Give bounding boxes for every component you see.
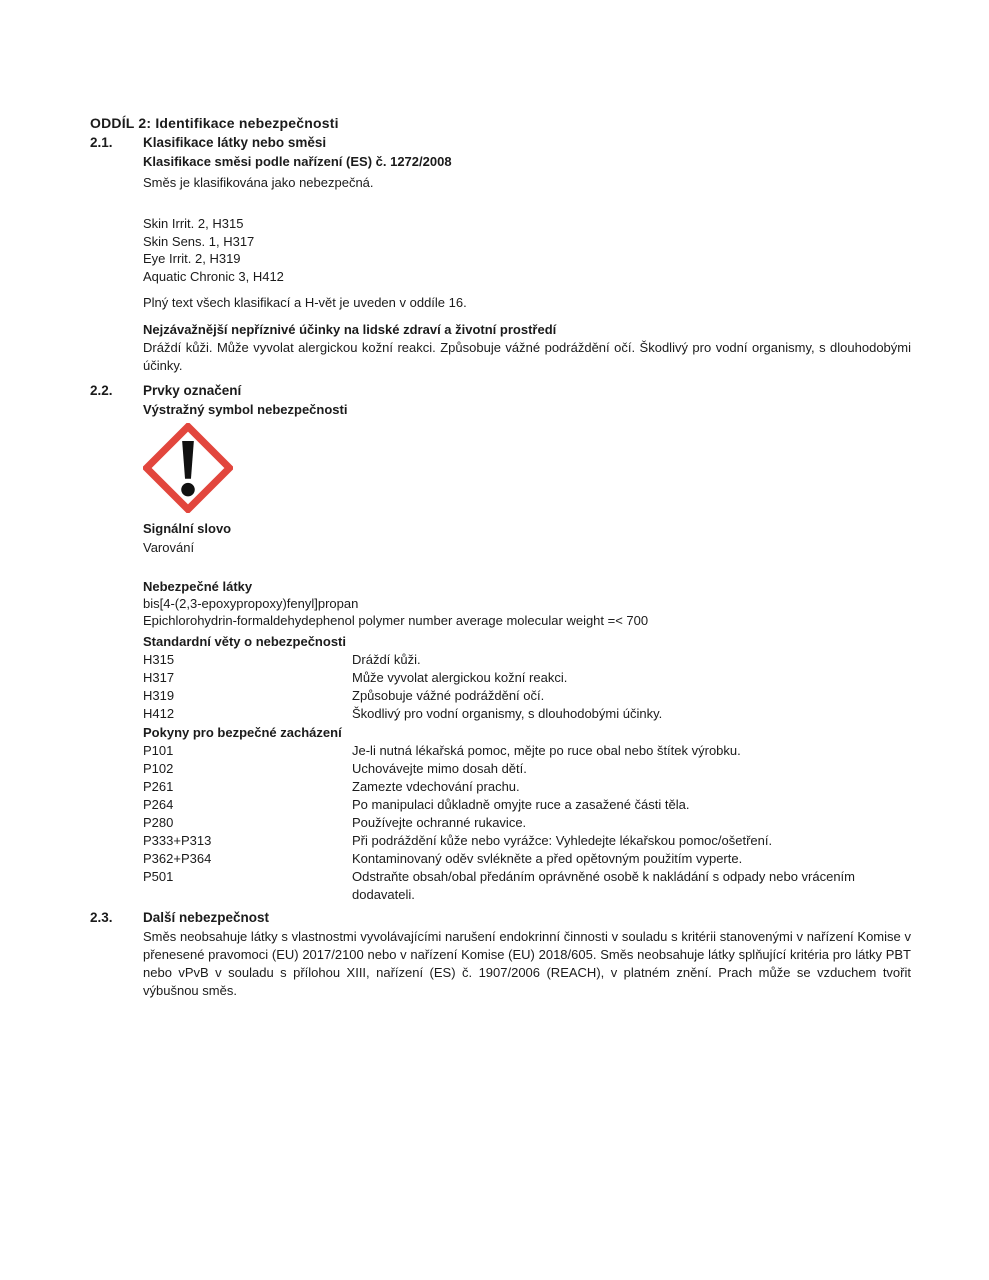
h-text: Škodlivý pro vodní organismy, s dlouhodobými účinky. [352, 706, 663, 721]
other-hazards-text: Směs neobsahuje látky s vlastnostmi vyvolávajícími narušení endokrinní činnosti v souladu s kritérii stanovenými v nařízení Komise v přenesené pravomoci (EU) 2017/2100 nebo v nařízení Komise (EU) 2018/605. Směs neobsahuje látky splňující kritéria pro látky PBT nebo vPvB v souladu s přílohou XIII, nařízení (ES) č. 1907/2006 (REACH), v platném znění. Prach může se vzduchem tvořit výbušnou směs. [143, 929, 911, 998]
classification-list [143, 215, 911, 285]
hazardous-substance: bis[4-(2,3-epoxypropoxy)fenyl]propan [143, 596, 359, 611]
p-statements-table [143, 742, 911, 904]
p-statement-row [143, 760, 911, 778]
p-code: P501 [143, 869, 174, 884]
p-code: P280 [143, 815, 174, 830]
subsection-2-1-title: Klasifikace látky nebo směsi [143, 135, 327, 150]
p-text: Uchovávejte mimo dosah dětí. [352, 761, 527, 776]
p-text: Je-li nutná lékařská pomoc, mějte po ruce obal nebo štítek výrobku. [352, 743, 741, 758]
p-code: P261 [143, 779, 174, 794]
p-code: P333+P313 [143, 833, 212, 848]
p-code: P102 [143, 761, 174, 776]
classification-item: Aquatic Chronic 3, H412 [143, 268, 284, 284]
h-text: Způsobuje vážné podráždění očí. [352, 688, 545, 703]
classified-note: Směs je klasifikována jako nebezpečná. [143, 175, 374, 190]
hazardous-substance: Epichlorohydrin-formaldehydephenol polymer number average molecular weight =< 700 [143, 612, 649, 628]
classification-item: Skin Irrit. 2, H315 [143, 216, 244, 231]
section-2-header: ODDÍL 2: Identifikace nebezpečnosti [90, 115, 339, 131]
h-statement-row [143, 687, 911, 705]
h-text: Může vyvolat alergickou kožní reakci. [352, 670, 568, 685]
p-text: Používejte ochranné rukavice. [352, 815, 527, 830]
p-text: Při podráždění kůže nebo vyrážce: Vyhledejte lékařskou pomoc/ošetření. [352, 833, 773, 848]
subsection-2-1-heading-row [90, 133, 911, 152]
signal-word-heading: Signální slovo [143, 521, 232, 536]
classification-item: Skin Sens. 1, H317 [143, 233, 255, 249]
p-code: P264 [143, 797, 174, 812]
h-statement-row [143, 669, 911, 687]
p-statement-row [143, 850, 911, 868]
h-statement-row [143, 651, 911, 669]
p-statement-row [143, 832, 911, 850]
classification-item: Eye Irrit. 2, H319 [143, 251, 241, 266]
ghs07-exclamation-icon [143, 423, 233, 513]
subsection-2-2-heading-row [90, 381, 911, 400]
signal-word-block [143, 519, 911, 557]
subsection-2-2-number: 2.2. [90, 383, 113, 398]
h-code: H412 [143, 706, 175, 721]
h-code: H317 [143, 670, 175, 685]
h-code: H319 [143, 688, 175, 703]
p-code: P101 [143, 743, 174, 758]
subsection-2-2-title: Prvky označení [143, 383, 242, 398]
classification-regulation-heading: Klasifikace směsi podle nařízení (ES) č. 1272/2008 [143, 154, 452, 169]
p-text: Kontaminovaný oděv svlékněte a před opětovným použitím vyperte. [352, 851, 743, 866]
subsection-2-3-title: Další nebezpečnost [143, 910, 270, 925]
p-text: Odstraňte obsah/obal předáním oprávněné osobě k nakládání s odpady nebo vrácením dodavateli. [352, 869, 856, 902]
h-text: Dráždí kůži. [352, 652, 421, 667]
p-text: Po manipulaci důkladně omyjte ruce a zasažené části těla. [352, 797, 690, 812]
h-code: H315 [143, 652, 175, 667]
h-statement-row [143, 705, 911, 723]
p-statement-row [143, 796, 911, 814]
pictogram-heading: Výstražný symbol nebezpečnosti [143, 402, 348, 417]
h-statements-heading: Standardní věty o nebezpečnosti [143, 634, 346, 649]
p-statement-row [143, 868, 911, 904]
h-statements-table [143, 651, 911, 723]
p-code: P362+P364 [143, 851, 212, 866]
hazardous-substances-list [143, 596, 911, 629]
adverse-effects-text: Dráždí kůži. Může vyvolat alergickou kožní reakci. Způsobuje vážné podráždění očí. Škodlivý pro vodní organismy, s dlouhodobými účinky. [143, 340, 911, 373]
p-statements-heading: Pokyny pro bezpečné zacházení [143, 725, 342, 740]
full-text-note: Plný text všech klasifikací a H-vět je uveden v oddíle 16. [143, 295, 467, 310]
hazardous-substances-heading: Nebezpečné látky [143, 579, 253, 594]
p-text: Zamezte vdechování prachu. [352, 779, 520, 794]
adverse-effects-heading: Nejzávažnější nepříznivé účinky na lidské zdraví a životní prostředí [143, 322, 557, 337]
p-statement-row [143, 778, 911, 796]
signal-word-value: Varování [143, 540, 195, 555]
p-statement-row [143, 742, 911, 760]
subsection-2-3-number: 2.3. [90, 910, 113, 925]
p-statement-row [143, 814, 911, 832]
subsection-2-1-number: 2.1. [90, 135, 113, 150]
subsection-2-3-heading-row [90, 908, 911, 927]
